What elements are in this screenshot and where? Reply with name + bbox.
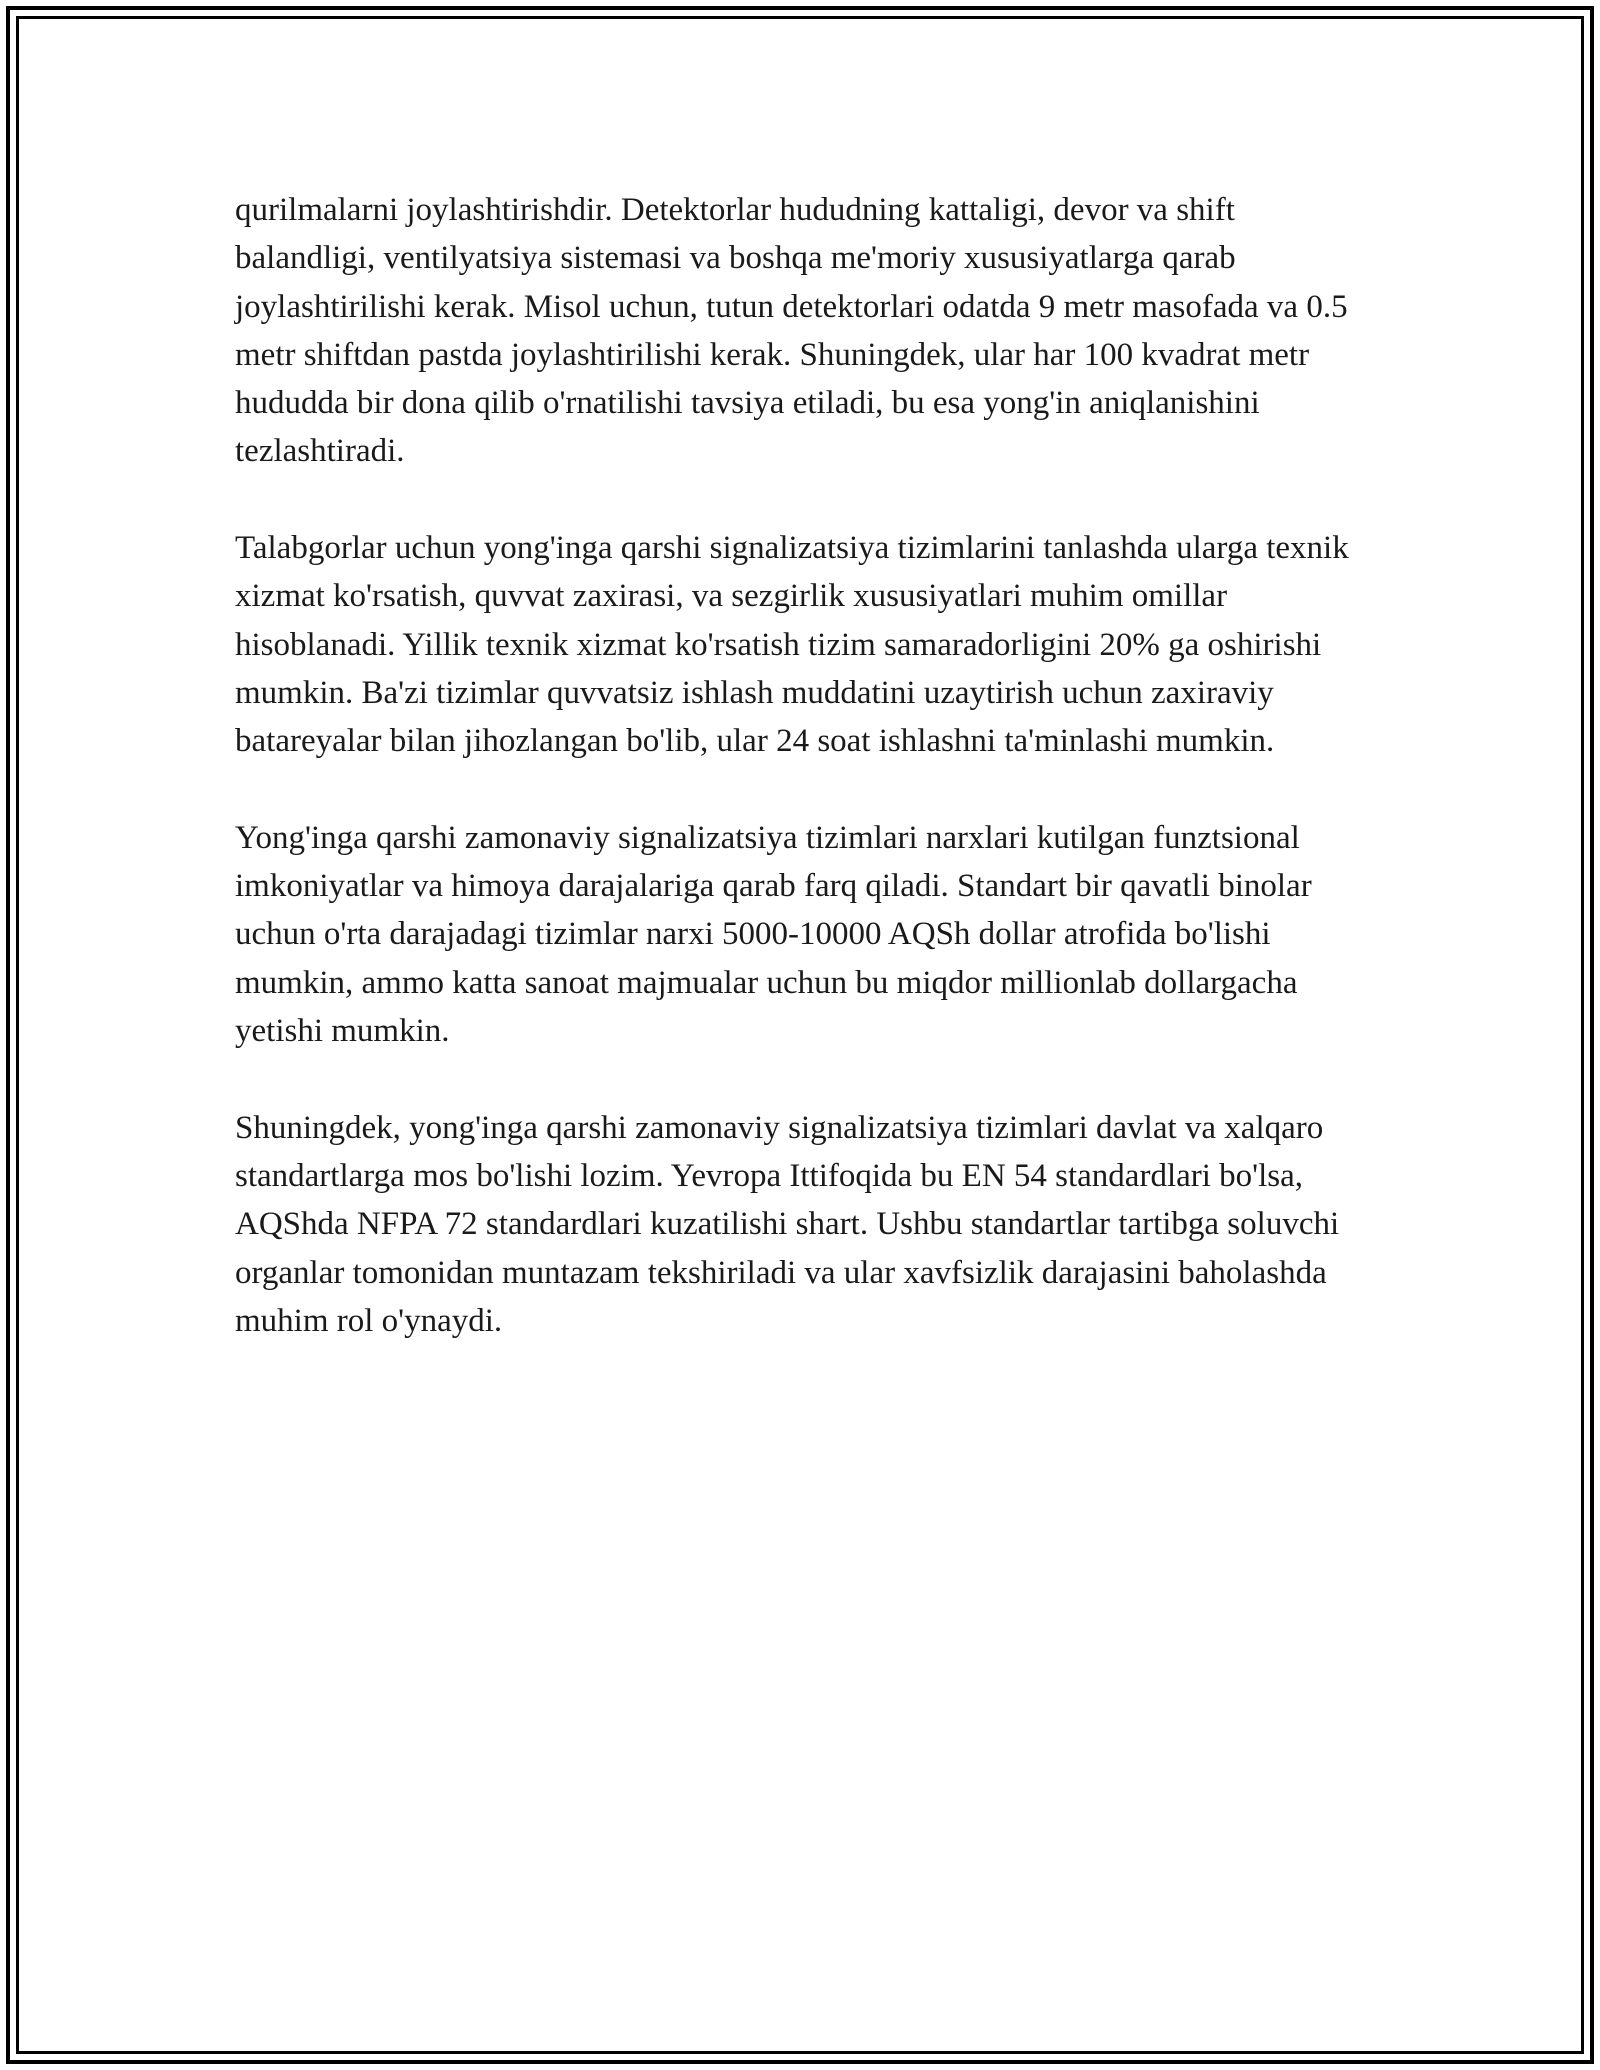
document-body: [235, 186, 1375, 1393]
paragraph-detector-placement: qurilmalarni joylashtirishdir. Detektorlar hududning kattaligi, devor va shift balandligi, ventilyatsiya sistemasi va boshqa me'moriy xususiyatlarga qarab joylashtirilishi kerak. Misol uchun, tutun detektorlari odatda 9 metr masofada va 0.5 metr shiftdan pastda joylashtirilishi kerak. Shuningdek, ular har 100 kvadrat metr hududda bir dona qilib o'rnatilishi tavsiya etiladi, bu esa yong'in aniqlanishini tezlashtiradi.: [235, 192, 1348, 470]
paragraph-standards: Shuningdek, yong'inga qarshi zamonaviy signalizatsiya tizimlari davlat va xalqaro standartlarga mos bo'lishi lozim. Yevropa Ittifoqida bu EN 54 standardlari bo'lsa, AQShda NFPA 72 standardlari kuzatilishi shart. Ushbu standartlar tartibga soluvchi organlar tomonidan muntazam tekshiriladi va ular xavfsizlik darajasini baholashda muhim rol o'ynaydi.: [235, 1109, 1340, 1339]
paragraph-system-selection: Talabgorlar uchun yong'inga qarshi signalizatsiya tizimlarini tanlashda ularga texnik xizmat ko'rsatish, quvvat zaxirasi, va sezgirlik xususiyatlari muhim omillar hisoblanadi. Yillik texnik xizmat ko'rsatish tizim samaradorligini 20% ga oshirishi mumkin. Ba'zi tizimlar quvvatsiz ishlash muddatini uzaytirish uchun zaxiraviy batareyalar bilan jihozlangan bo'lib, ular 24 soat ishlashni ta'minlashi mumkin.: [235, 530, 1349, 760]
paragraph-system-pricing: Yong'inga qarshi zamonaviy signalizatsiya tizimlari narxlari kutilgan funztsional imkoniyatlar va himoya darajalariga qarab farq qiladi. Standart bir qavatli binolar uchun o'rta darajadagi tizimlar narxi 5000-10000 AQSh dollar atrofida bo'lishi mumkin, ammo katta sanoat majmualar uchun bu miqdor millionlab dollargacha yetishi mumkin.: [235, 819, 1312, 1050]
